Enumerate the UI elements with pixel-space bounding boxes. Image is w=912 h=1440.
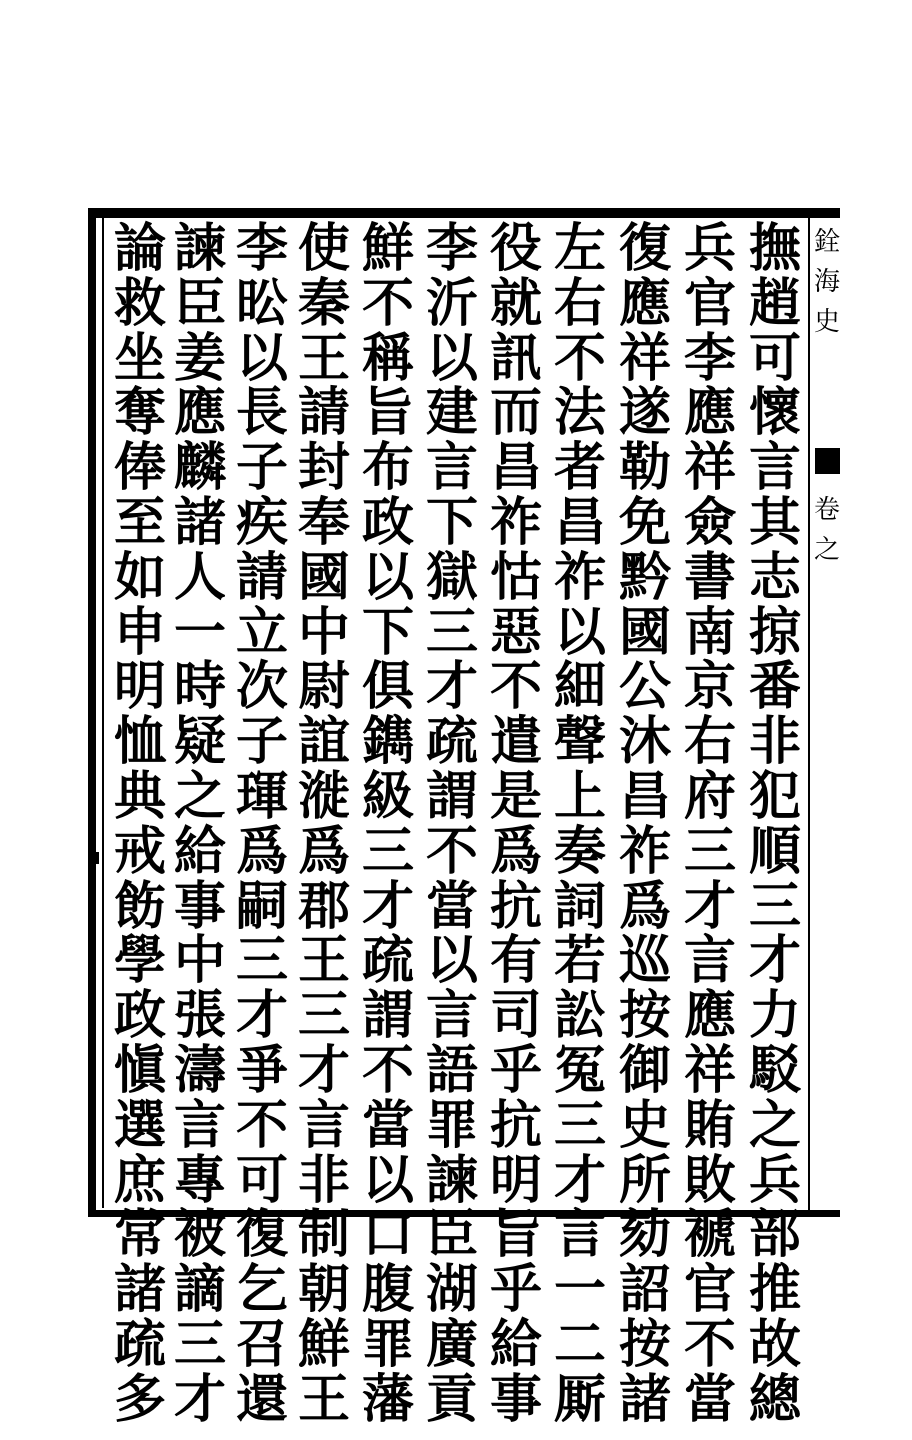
column-text: 役就訊而昌祚怙惡不遣是爲抗有司乎抗明旨乎給事 <box>489 218 542 1430</box>
text-column-6 <box>422 218 482 1430</box>
gutter-volume <box>812 490 842 600</box>
text-column-7 <box>358 218 418 1430</box>
column-text: 左右不法者昌祚以細聲上奏詞若訟冤三才言一二厮 <box>553 218 606 1430</box>
frame-left-border <box>88 208 96 1217</box>
text-column-1 <box>745 218 805 1430</box>
frame-inner-left-rule <box>102 218 104 1208</box>
text-column-10 <box>170 218 230 1430</box>
column-text: 復應祥遂勒免黔國公沐昌祚爲巡按御史所劾詔按諸 <box>618 218 671 1430</box>
column-text: 論救坐奪俸至如申明恤典戒飭學政愼選庶常諸疏多 <box>113 218 166 1430</box>
gutter-title-text: 銓海史 <box>813 227 840 337</box>
column-text: 撫趙可懷言其志掠番非犯順三才力駁之兵部推故總 <box>748 218 801 1430</box>
column-text: 李沂以建言下獄三才疏謂不當以言語罪諫臣湖廣貢 <box>425 218 478 1430</box>
column-text: 李昖以長子疾請立次子琿爲嗣三才爭不可復乞召還 <box>235 218 288 1430</box>
text-column-2 <box>680 218 740 1430</box>
text-column-4 <box>550 218 610 1430</box>
gutter-fishtail-mark <box>815 448 840 474</box>
text-column-11 <box>110 218 170 1430</box>
text-column-8 <box>294 218 354 1430</box>
gutter-title <box>812 222 842 422</box>
column-text: 兵官李應祥僉書南京右府三才言應祥賄敗褫官不當 <box>683 218 736 1430</box>
gutter-rule <box>808 218 810 1210</box>
text-column-3 <box>615 218 675 1430</box>
gutter-volume-text: 卷之 <box>813 495 840 565</box>
column-text: 諫臣姜應麟諸人一時疑之給事中張濤言專被謫三才 <box>173 218 226 1430</box>
column-text: 鮮不稱旨布政以下俱鐫級三才疏謂不當以口腹罪藩 <box>361 218 414 1430</box>
frame-seam-mark <box>90 852 99 864</box>
text-column-5 <box>486 218 546 1430</box>
column-text: 使秦王請封奉國中尉誼漇爲郡王三才言非制朝鮮王 <box>297 218 350 1430</box>
text-column-9 <box>232 218 292 1430</box>
frame-top-border <box>88 208 840 218</box>
